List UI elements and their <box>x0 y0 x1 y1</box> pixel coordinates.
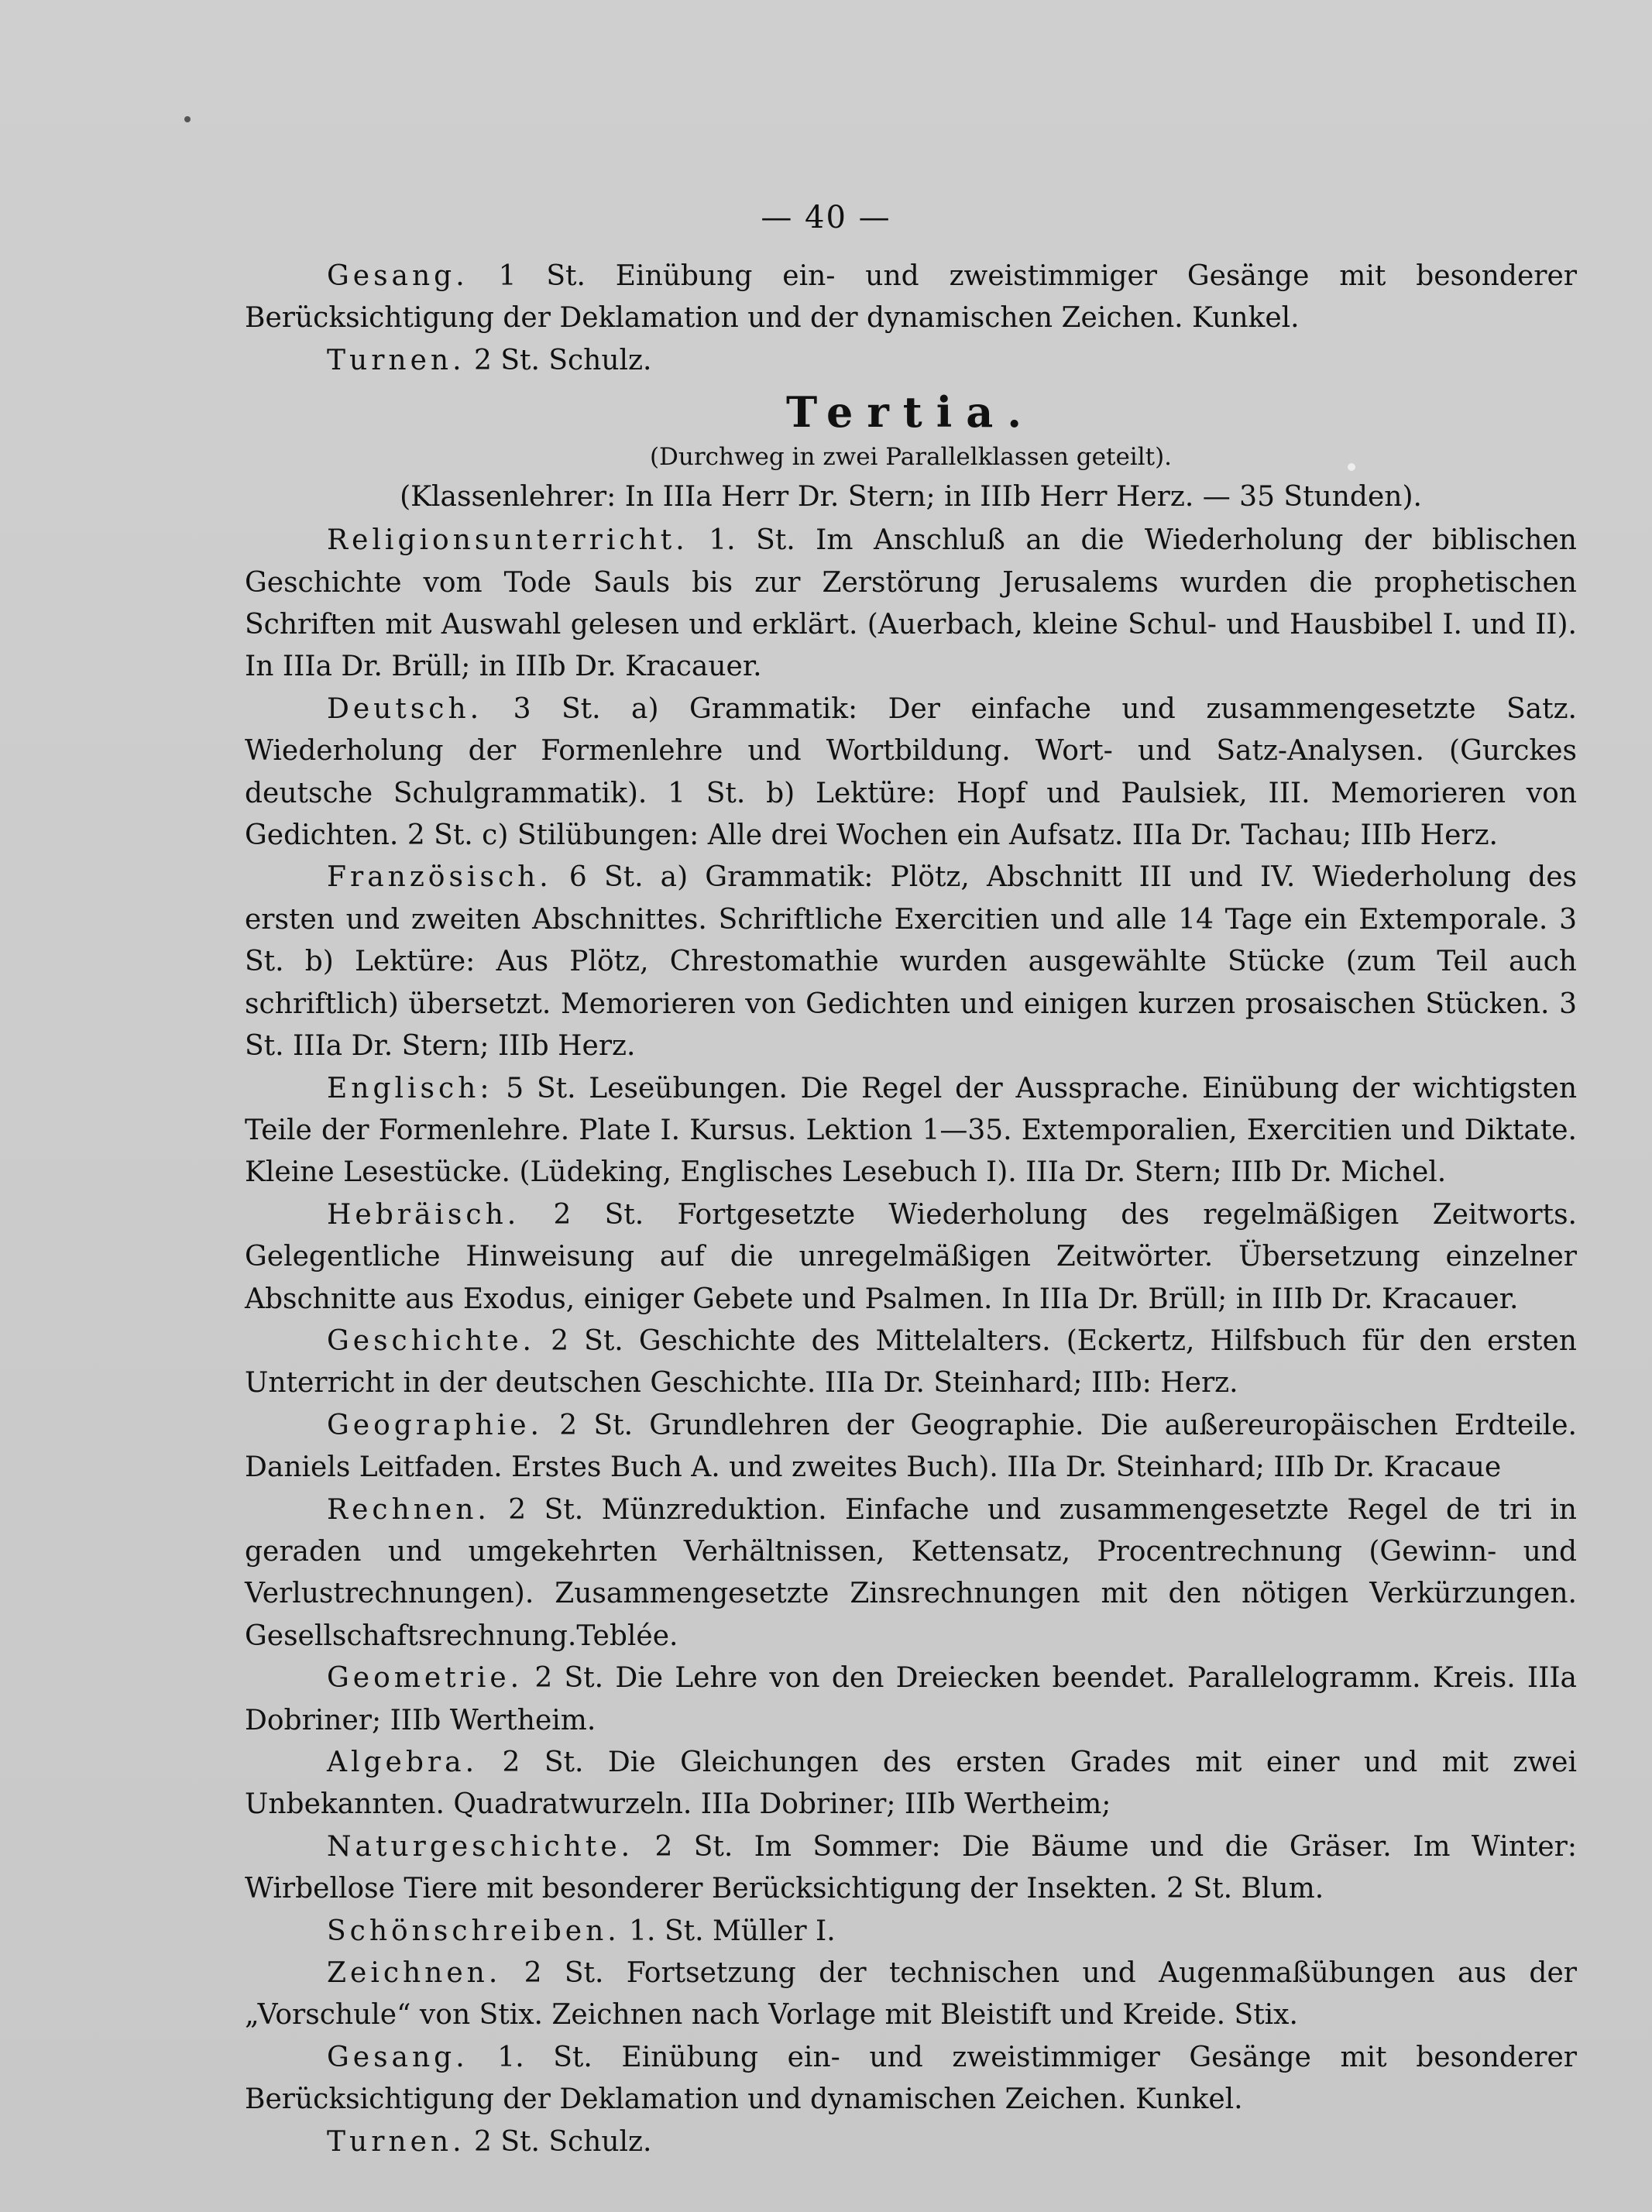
paragraph-heading: Algebra. <box>327 1747 479 1778</box>
paragraph-algebra <box>245 1742 1577 1826</box>
class-teacher-line: (Klassenlehrer: In IIIa Herr Dr. Stern; in IIIb Herr Herz. — 35 Stunden). <box>400 481 1422 514</box>
paragraph-turnen-before <box>245 340 1577 382</box>
paragraph-text: 2 St. Grundlehren der Geographie. Die außereuropäischen Erdteile. Daniels Leitfaden. Erstes Buch A. und zweites Buch). IIIa Dr. Steinhard; IIIb Dr. Kracaue <box>245 1409 1577 1484</box>
paragraph-text: 1. St. Müller I. <box>629 1915 836 1947</box>
paragraph-text: 2 St. Die Gleichungen des ersten Grades mit einer und mit zwei Unbekannten. Quadratwurzeln. IIIa Dobriner; IIIb Wertheim; <box>245 1747 1578 1821</box>
paragraph-heading: Englisch: <box>327 1072 493 1104</box>
paragraph-text: 6 St. a) Grammatik: Plötz, Abschnitt III und IV. Wiederholung des ersten und zweiten Abschnittes. Schriftliche Exercitien und alle 14 Tage ein Extemporale. 3 St. b) Lektüre: Aus Plötz, Chrestomathie wurden ausgewählte Stücke (zum Teil auch schriftlich) übersetzt. Memorieren von Gedichten und einigen kurzen prosaischen Stücken. 3 St. IIIa Dr. Stern; IIIb Herz. <box>245 861 1577 1063</box>
paragraph-text: 2 St. Geschichte des Mittelalters. (Eckertz, Hilfsbuch für den ersten Unterricht in der deutschen Geschichte. IIIa Dr. Steinhard; IIIb: Herz. <box>245 1324 1577 1400</box>
paragraph-religion <box>245 520 1577 689</box>
section-title: Tertia. <box>785 387 1036 438</box>
paragraph-text: 5 St. Leseübungen. Die Regel der Aussprache. Einübung der wichtigsten Teile der Formenlehre. Plate I. Kursus. Lektion 1—35. Extemporalien, Exercitien und Diktate. Kleine Lesestücke. (Lüdeking, Englisches Lesebuch I). IIIa Dr. Stern; IIIb Dr. Michel. <box>245 1072 1578 1189</box>
paragraph-text: 2 St. Schulz. <box>473 2125 652 2158</box>
paragraph-text: 2 St. Fortgesetzte Wiederholung des regelmäßigen Zeitworts. Gelegentliche Hinweisung auf die unregelmäßigen Zeitwörter. Übersetzung einzelner Abschnitte aus Exodus, einiger Gebete und Psalmen. In IIIa Dr. Brüll; in IIIb Dr. Kracauer. <box>245 1198 1577 1315</box>
paragraph-heading: Geographie. <box>327 1409 543 1441</box>
paragraph-heading: Gesang. <box>327 2041 469 2073</box>
paragraph-heading: Französisch. <box>327 861 552 894</box>
paragraph-heading: Geometrie. <box>327 1662 524 1695</box>
paragraph-zeichnen <box>245 1953 1577 2037</box>
paragraph-naturgeschichte <box>245 1826 1577 1911</box>
paragraph-heading: Religionsunterricht. <box>327 524 689 557</box>
paragraph-text: 2 St. Fortsetzung der technischen und Augenmaßübungen aus der „Vorschule“ von Stix. Zeichnen nach Vorlage mit Bleistift und Kreide. Stix. <box>245 1957 1577 2032</box>
paragraph-heading: Gesang. <box>327 260 469 292</box>
paragraph-heading: Zeichnen. <box>327 1957 502 1990</box>
paragraph-gesang <box>245 2037 1577 2121</box>
paragraph-text: 2 St. Im Sommer: Die Bäume und die Gräser. Im Winter: Wirbellose Tiere mit besonderer Berücksichtigung der Insekten. 2 St. Blum. <box>245 1830 1577 1905</box>
paragraph-text: 3 St. a) Grammatik: Der einfache und zusammengesetzte Satz. Wiederholung der Formenlehre und Wortbildung. Wort- und Satz-Analysen. (Gurckes deutsche Schulgrammatik). 1 St. b) Lektüre: Hopf und Paulsiek, III. Memorieren von Gedichten. 2 St. c) Stilübungen: Alle drei Wochen ein Aufsatz. IIIa Dr. Tachau; IIIb Herz. <box>245 692 1578 852</box>
paragraph-heading: Hebräisch. <box>327 1198 520 1231</box>
paragraph-heading: Schönschreiben. <box>327 1915 620 1947</box>
page-number: — 40 — <box>761 200 891 235</box>
paragraph-text: 1. St. Im Anschluß an die Wiederholung der biblischen Geschichte vom Tode Sauls bis zur Zerstörung Jerusalems wurden die prophetischen Schriften mit Auswahl gelesen und erklärt. (Auerbach, kleine Schul- und Hausbibel I. und II). In IIIa Dr. Brüll; in IIIb Dr. Kracauer. <box>245 524 1577 683</box>
paragraph-geometrie <box>245 1657 1577 1742</box>
scan-speck <box>184 116 191 122</box>
paragraph-heading: Turnen. <box>327 2125 465 2158</box>
paragraph-gesang-before <box>245 256 1577 340</box>
paragraph-text: 2 St. Münzreduktion. Einfache und zusammengesetzte Regel de tri in geraden und umgekehrten Verhältnissen, Kettensatz, Procentrechnung (Gewinn- und Verlustrechnungen). Zusammengesetzte Zinsrechnungen mit den nötigen Verkürzungen. Gesellschaftsrechnung.Teblée. <box>245 1493 1577 1652</box>
paragraph-heading: Rechnen. <box>327 1493 490 1526</box>
paragraph-hebraeisch <box>245 1194 1577 1321</box>
paragraph-heading: Geschichte. <box>327 1324 535 1357</box>
paragraph-heading: Deutsch. <box>327 692 483 725</box>
paragraph-text: 1. St. Einübung ein- und zweistimmiger Gesänge mit besonderer Berücksichtigung der Deklamation und dynamischen Zeichen. Kunkel. <box>245 2041 1578 2116</box>
paragraph-schoenschreiben <box>245 1911 1577 1953</box>
paragraph-text: 1 St. Einübung ein- und zweistimmiger Gesänge mit besonderer Berücksichtigung der Deklamation und der dynamischen Zeichen. Kunkel. <box>245 260 1577 335</box>
paragraph-geographie <box>245 1405 1577 1489</box>
section-subtitle: (Durchweg in zwei Parallelklassen geteilt). <box>649 443 1173 472</box>
page-body <box>245 256 1577 2163</box>
paragraph-rechnen <box>245 1489 1577 1658</box>
paragraph-heading: Turnen. <box>327 344 465 376</box>
paragraph-text: 2 St. Schulz. <box>473 344 652 376</box>
paragraph-turnen <box>245 2121 1577 2163</box>
paragraph-geschichte <box>245 1321 1577 1405</box>
paragraph-deutsch <box>245 689 1577 857</box>
paragraph-franzoesisch <box>245 857 1577 1067</box>
paragraph-text: 2 St. Die Lehre von den Dreiecken beendet. Parallelogramm. Kreis. IIIa Dobriner; IIIb Wertheim. <box>245 1662 1577 1736</box>
paragraph-heading: Naturgeschichte. <box>327 1830 634 1863</box>
paragraph-englisch <box>245 1068 1577 1194</box>
